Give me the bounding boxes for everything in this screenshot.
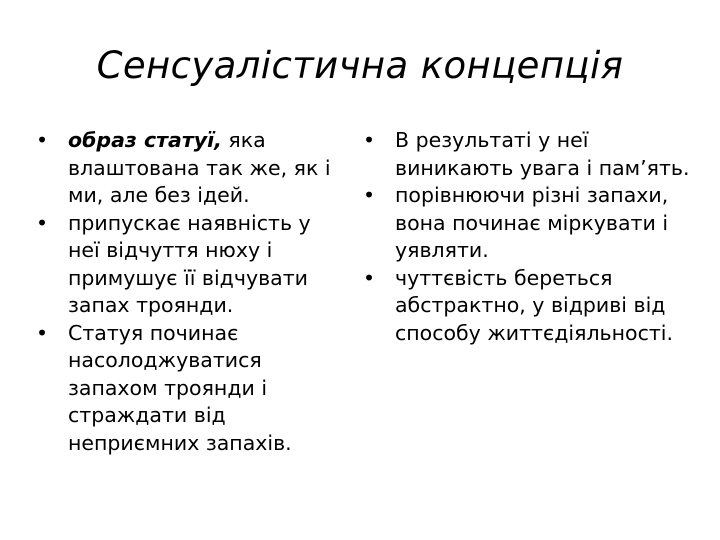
list-item-text: яка влаштована так же, як і ми, але без ідей. xyxy=(68,128,331,207)
list-item-text: припускає наявність у неї відчуття нюху і примушує її відчувати запах троянди. xyxy=(68,210,311,317)
list-item xyxy=(363,127,693,182)
list-item-text: Статуя починає насолоджуватися запахом троянди і страждати від неприємних запахів. xyxy=(68,320,292,455)
emphasis-text: образ статуї, xyxy=(68,128,222,152)
slide-title: Сенсуалістична концепція xyxy=(96,44,624,87)
bullet-icon: • xyxy=(36,128,49,152)
list-item xyxy=(363,265,693,348)
bullet-icon: • xyxy=(36,210,49,235)
list-item xyxy=(363,182,693,265)
list-item xyxy=(36,320,346,458)
list-item-text: В результаті у неї виникають увага і пам’ять. xyxy=(395,128,690,180)
list-item xyxy=(36,127,346,210)
bullet-icon: • xyxy=(363,265,376,290)
bullet-icon: • xyxy=(363,128,376,152)
right-bullet-list xyxy=(363,127,693,347)
bullet-icon: • xyxy=(36,320,49,345)
list-item-text: чуттєвість береться абстрактно, у відриві від способу життєдіяльності. xyxy=(395,265,674,345)
bullet-icon: • xyxy=(363,183,376,207)
list-item-text: порівнюючи різні запахи, вона починає міркувати і уявляти. xyxy=(395,183,669,262)
left-bullet-list xyxy=(36,127,346,457)
list-item xyxy=(36,210,346,320)
